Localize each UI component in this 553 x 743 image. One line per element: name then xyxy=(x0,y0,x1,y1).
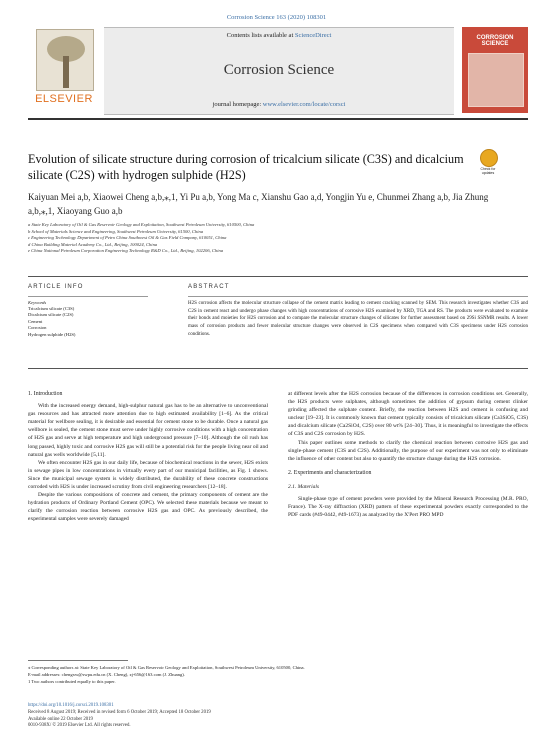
footnote-email[interactable]: E-mail addresses: chengxw@swpu.edu.cn (X. Cheng), zj-656@163.com (J. Zhuang). xyxy=(28,672,185,678)
copyright: 0010-938X/ © 2019 Elsevier Ltd. All rights reserved. xyxy=(28,723,131,729)
keyword-item: Corrosion xyxy=(28,325,47,331)
keywords-heading: Keywords xyxy=(28,300,47,305)
cover-title: CORROSION SCIENCE xyxy=(476,35,514,47)
paragraph: With the increased energy demand, high-sulphur natural gas has to be an alternative to unconventional gas resources and has attracted more attention due to high estimated availability [1–6]. As the critical material for wellbore sealing, it is desirable and essential for cement stone to be durable. Once a natural gas wellbore is sealed, the cement stone must serve under highly corrosive conditions with a high concentration of H2S gas and serve at high temperature and high underground pressure [7–10]. Although the oil rush has long passed, highly toxic and corrosive H2S gas will still be a potential risk for the people living near oil and natural gas wells worldwide [5,11]. xyxy=(28,403,268,458)
paragraph: Despite the various compositions of concrete and cement, the primary components of cement are the hydration products of Ordinary Portland Cement (OPC). We selected these materials because we meant to clarify the corrosion reaction between corrosive H2S gas and OPC. As previously described, the experimental samples were severely damaged xyxy=(28,492,268,523)
article-info-heading: ARTICLE INFO xyxy=(28,284,84,290)
online-date: Available online 22 October 2019 xyxy=(28,716,93,722)
received-dates: Received 8 August 2019; Received in revised form 6 October 2019; Accepted 18 October 2019 xyxy=(28,709,211,715)
crossmark-icon xyxy=(480,149,498,167)
affiliation-item: a State Key Laboratory of Oil & Gas Reservoir Geology and Exploitation, Southwest Petroleum University, 610500, China xyxy=(28,222,255,227)
journal-title: Corrosion Science xyxy=(223,62,335,78)
keyword-item: Hydrogen sulphide (H2S) xyxy=(28,331,76,337)
keyword-item: Cement xyxy=(28,318,43,324)
paragraph: at different levels after the H2S corrosion because of the differences in corrosion conditions set. Generally, the H2S products were sulphates, although sometimes the addition of gypsum during cement clinker grinding affected the sulphate content. Briefly, the reaction between H2S and cement is confusing and unclear [19–23]. It is commonly known that cement typically consists of tricalcium silicate (Ca3SiO5, C3S) and dicalcium silicate (Ca2SiO4, C2S) over 80 wt% [24–30]. Thus, it is meaningful to investigate the effects of C3S and C2S corrosion by H2S. xyxy=(288,391,528,438)
section-heading-introduction: 1. Introduction xyxy=(28,391,63,397)
section-heading-experiments: 2. Experiments and characterization xyxy=(288,469,372,476)
body-column-left xyxy=(28,390,268,524)
subsection-heading-materials: 2.1. Materials xyxy=(288,483,320,490)
abstract-end-rule xyxy=(28,368,528,369)
sciencedirect-link[interactable]: ScienceDirect xyxy=(294,32,332,39)
affiliation-item: d China Building Material Academy Co., Ltd., Beijing, 100024, China xyxy=(28,241,158,247)
footnote-equal-contribution: 1 Two authors contributed equally to this paper. xyxy=(28,679,116,685)
publisher-name: ELSEVIER xyxy=(35,93,93,105)
journal-homepage-link[interactable]: www.elsevier.com/locate/corsci xyxy=(262,101,346,108)
article-info-rule xyxy=(28,276,528,277)
contents-line: Contents lists available at ScienceDirect xyxy=(226,32,332,39)
elsevier-tree-icon xyxy=(36,29,94,91)
article-info-subrule xyxy=(28,296,148,297)
header-rule xyxy=(28,118,528,120)
cover-image xyxy=(468,53,524,107)
footnotes xyxy=(28,664,528,686)
footnote-rule xyxy=(28,660,128,661)
paragraph: This paper outlines some methods to clarify the chemical reaction between corrosive H2S gas and single-phase cement (C3S and C2S). Additionally, the purpose of our experiment was not only to eliminate the influence of other content but also to quantify the structure change during the H2S corrosion. xyxy=(288,439,528,462)
abstract-text: H2S corrosion affects the molecular structure collapse of the cement matrix leading to cement cracking scanned by SEM. This research investigates whether C3S and C2S in cement react and undergo phase changes with high concentrations of corrosive H2S examined by XRD, TGA and RS. The products were evaluated to examine their bonds and moieties for H2S corrosion and to compare the molecular structure changes of silicates for further assessment based on 29Si SSNMR results. A lower mass of corrosion products and fewer molecular structure changes were observed in C2S specimens when compared with C3S specimens under H2S corrosion conditions. xyxy=(188,301,528,337)
journal-header xyxy=(28,27,528,113)
paragraph: Single-phase type of cement powders were provided by the Mineral Research Processing (M.R. PRO, France). The X-ray diffraction (XRD) pattern of these experimental powders exactly corresponded to the PDF cards (#49-0442, #49-1673) as analyzed by the X'Pert PRO MPD xyxy=(288,496,528,519)
abstract-subrule xyxy=(188,296,528,297)
journal-cover-thumbnail[interactable] xyxy=(462,27,528,113)
affiliation-item: e China National Petroleum Corporation Engineering Technology R&D Co., Ltd., Beijing, 102206, China xyxy=(28,248,224,254)
keywords-list xyxy=(28,306,148,338)
abstract-heading: ABSTRACT xyxy=(188,284,230,290)
paragraph: We often encounter H2S gas in our daily life, because of biochemical reactions in the sewer, H2S exists in sewage pipes in low concentrations in virtually every part of our municipal facilities, as Fig. 1 shows. Since the municipal sewage system is widely distributed, the durability of these concrete constructions corroded with H2S is under increased scrutiny from civil engineering researchers [12–18]. xyxy=(28,459,268,491)
crossmark-badge[interactable]: Check for updates xyxy=(478,149,498,177)
affiliation-item: c Engineering Technology Department of Petro China Southwest Oil & Gas Field Company, 610051, China xyxy=(28,235,227,241)
affiliations xyxy=(28,222,508,255)
keyword-item: Tricalcium silicate (C3S) xyxy=(28,306,75,311)
author-list: Kaiyuan Mei a,b, Xiaowei Cheng a,b,⁎,1, Yi Pu a,b, Yong Ma c, Xianshu Gao a,d, Yongjin Yu e, Chunmei Zhang a,b, Jia Zhung a,b,⁎,1, Xiaoyang Guo a,b xyxy=(28,192,489,216)
journal-banner xyxy=(104,27,454,115)
elsevier-logo[interactable] xyxy=(28,27,100,113)
journal-reference[interactable]: Corrosion Science 163 (2020) 108301 xyxy=(226,14,327,21)
keyword-item: Dicalcium silicate (C2S) xyxy=(28,312,74,318)
footnote-corresponding: ⁎ Corresponding authors at: State Key Laboratory of Oil & Gas Reservoir Geology and Exploitation, Southwest Petroleum University, 610500, China. xyxy=(28,665,305,670)
affiliation-item: b School of Materials Science and Engineering, Southwest Petroleum University, 61500, China xyxy=(28,228,204,234)
doi-link[interactable]: https://doi.org/10.1016/j.corsci.2019.108301 xyxy=(28,703,114,708)
homepage-line: journal homepage: www.elsevier.com/locate/corsci xyxy=(212,101,346,108)
article-title: Evolution of silicate structure during corrosion of tricalcium silicate (C3S) and dicalcium silicate (C2S) with hydrogen sulphide (H2S) xyxy=(28,152,464,182)
body-column-right xyxy=(288,390,528,519)
article-footer xyxy=(28,703,328,730)
